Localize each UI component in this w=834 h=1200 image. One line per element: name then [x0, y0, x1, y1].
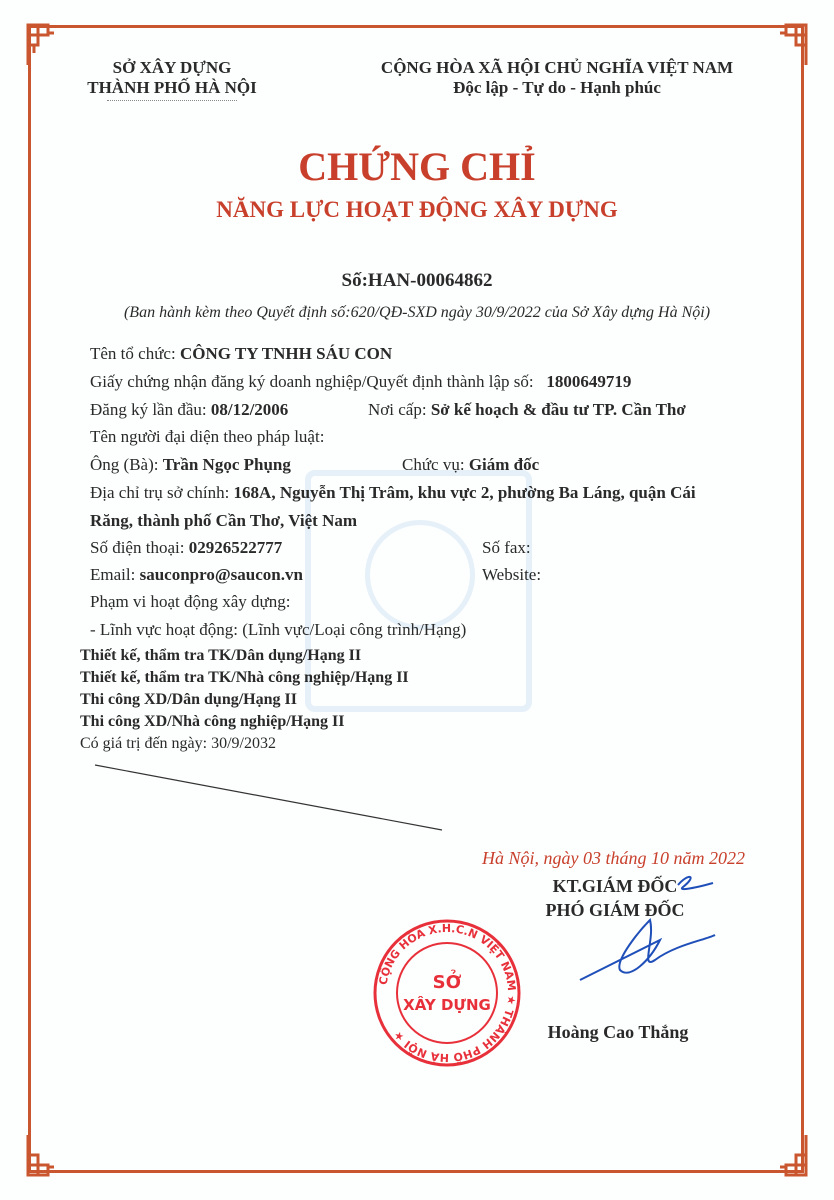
first-reg-date: 08/12/2006 [210, 400, 289, 419]
field-label: - Lĩnh vực hoạt động: (Lĩnh vực/Loại công trình/Hạng) [90, 620, 467, 639]
activity-item: Thi công XD/Nhà công nghiệp/Hạng II [80, 713, 345, 730]
activity-item: Thi công XD/Dân dụng/Hạng II [80, 691, 297, 708]
position-value: Giám đốc [468, 455, 540, 474]
phone-label: Số điện thoại: [90, 538, 185, 557]
fax-label: Số fax: [482, 538, 531, 557]
first-reg-label: Đăng ký lần đầu: [90, 400, 207, 419]
signer-title-2: PHÓ GIÁM ĐỐC [545, 900, 685, 920]
document-subtitle: NĂNG LỰC HOẠT ĐỘNG XÂY DỰNG [216, 197, 618, 222]
issuer-label: Nơi cấp: [368, 400, 427, 419]
address-line2: Răng, thành phố Cần Thơ, Việt Nam [90, 511, 358, 530]
national-motto: Độc lập - Tự do - Hạnh phúc [453, 78, 661, 97]
stamp-ring-text: CỘNG HÒA X.H.C.N VIỆT NAM ★ THÀNH PHỐ HÀ NỘI ★ [376, 921, 519, 1065]
issuance-note: (Ban hành kèm theo Quyết định số:620/QĐ-SXD ngày 30/9/2022 của Sở Xây dựng Hà Nội) [123, 304, 711, 321]
national-title: CỘNG HÒA XÃ HỘI CHỦ NGHĨA VIỆT NAM [380, 58, 734, 77]
position-label: Chức vụ: [402, 455, 465, 474]
official-stamp [372, 918, 522, 1068]
org-label: Tên tổ chức: [90, 344, 176, 363]
stamp-center-1: SỞ [432, 972, 462, 993]
website-label: Website: [482, 565, 542, 584]
issuer-value: Sở kế hoạch & đầu tư TP. Cần Thơ [430, 400, 686, 419]
signer-name: Hoàng Cao Thắng [547, 1022, 689, 1042]
agency-name: SỞ XÂY DỰNG [112, 58, 232, 77]
reg-label: Giấy chứng nhận đăng ký doanh nghiệp/Quyết định thành lập số: [90, 372, 534, 391]
person-name: Trần Ngọc Phụng [162, 455, 291, 474]
certificate-number: Số:HAN-00064862 [341, 270, 493, 291]
reg-number: 1800649719 [546, 372, 632, 391]
rep-label: Tên người đại diện theo pháp luật: [90, 427, 325, 446]
org-name: CÔNG TY TNHH SÁU CON [179, 344, 393, 363]
document-title: CHỨNG CHỈ [298, 144, 536, 189]
stamp-center-2: XÂY DỰNG [403, 996, 491, 1014]
scope-label: Phạm vi hoạt động xây dựng: [90, 592, 291, 611]
person-label: Ông (Bà): [90, 455, 159, 474]
address-label: Địa chỉ trụ sở chính: [90, 483, 230, 502]
email-label: Email: [90, 565, 136, 584]
signature-ink [560, 860, 760, 1000]
signing-date: Hà Nội, ngày 03 tháng 10 năm 2022 [482, 848, 745, 868]
signer-title-1: KT.GIÁM ĐỐC [552, 876, 678, 896]
agency-city: THÀNH PHỐ HÀ NỘI [87, 78, 257, 97]
phone-value: 02926522777 [188, 538, 283, 557]
email-value: sauconpro@saucon.vn [139, 565, 303, 584]
address-line1: 168A, Nguyễn Thị Trâm, khu vực 2, phường Ba Láng, quận Cái [233, 483, 696, 502]
activity-item: Thiết kế, thẩm tra TK/Nhà công nghiệp/Hạng II [80, 669, 409, 686]
validity-date: Có giá trị đến ngày: 30/9/2032 [80, 735, 276, 752]
activity-item: Thiết kế, thẩm tra TK/Dân dụng/Hạng II [80, 647, 362, 664]
